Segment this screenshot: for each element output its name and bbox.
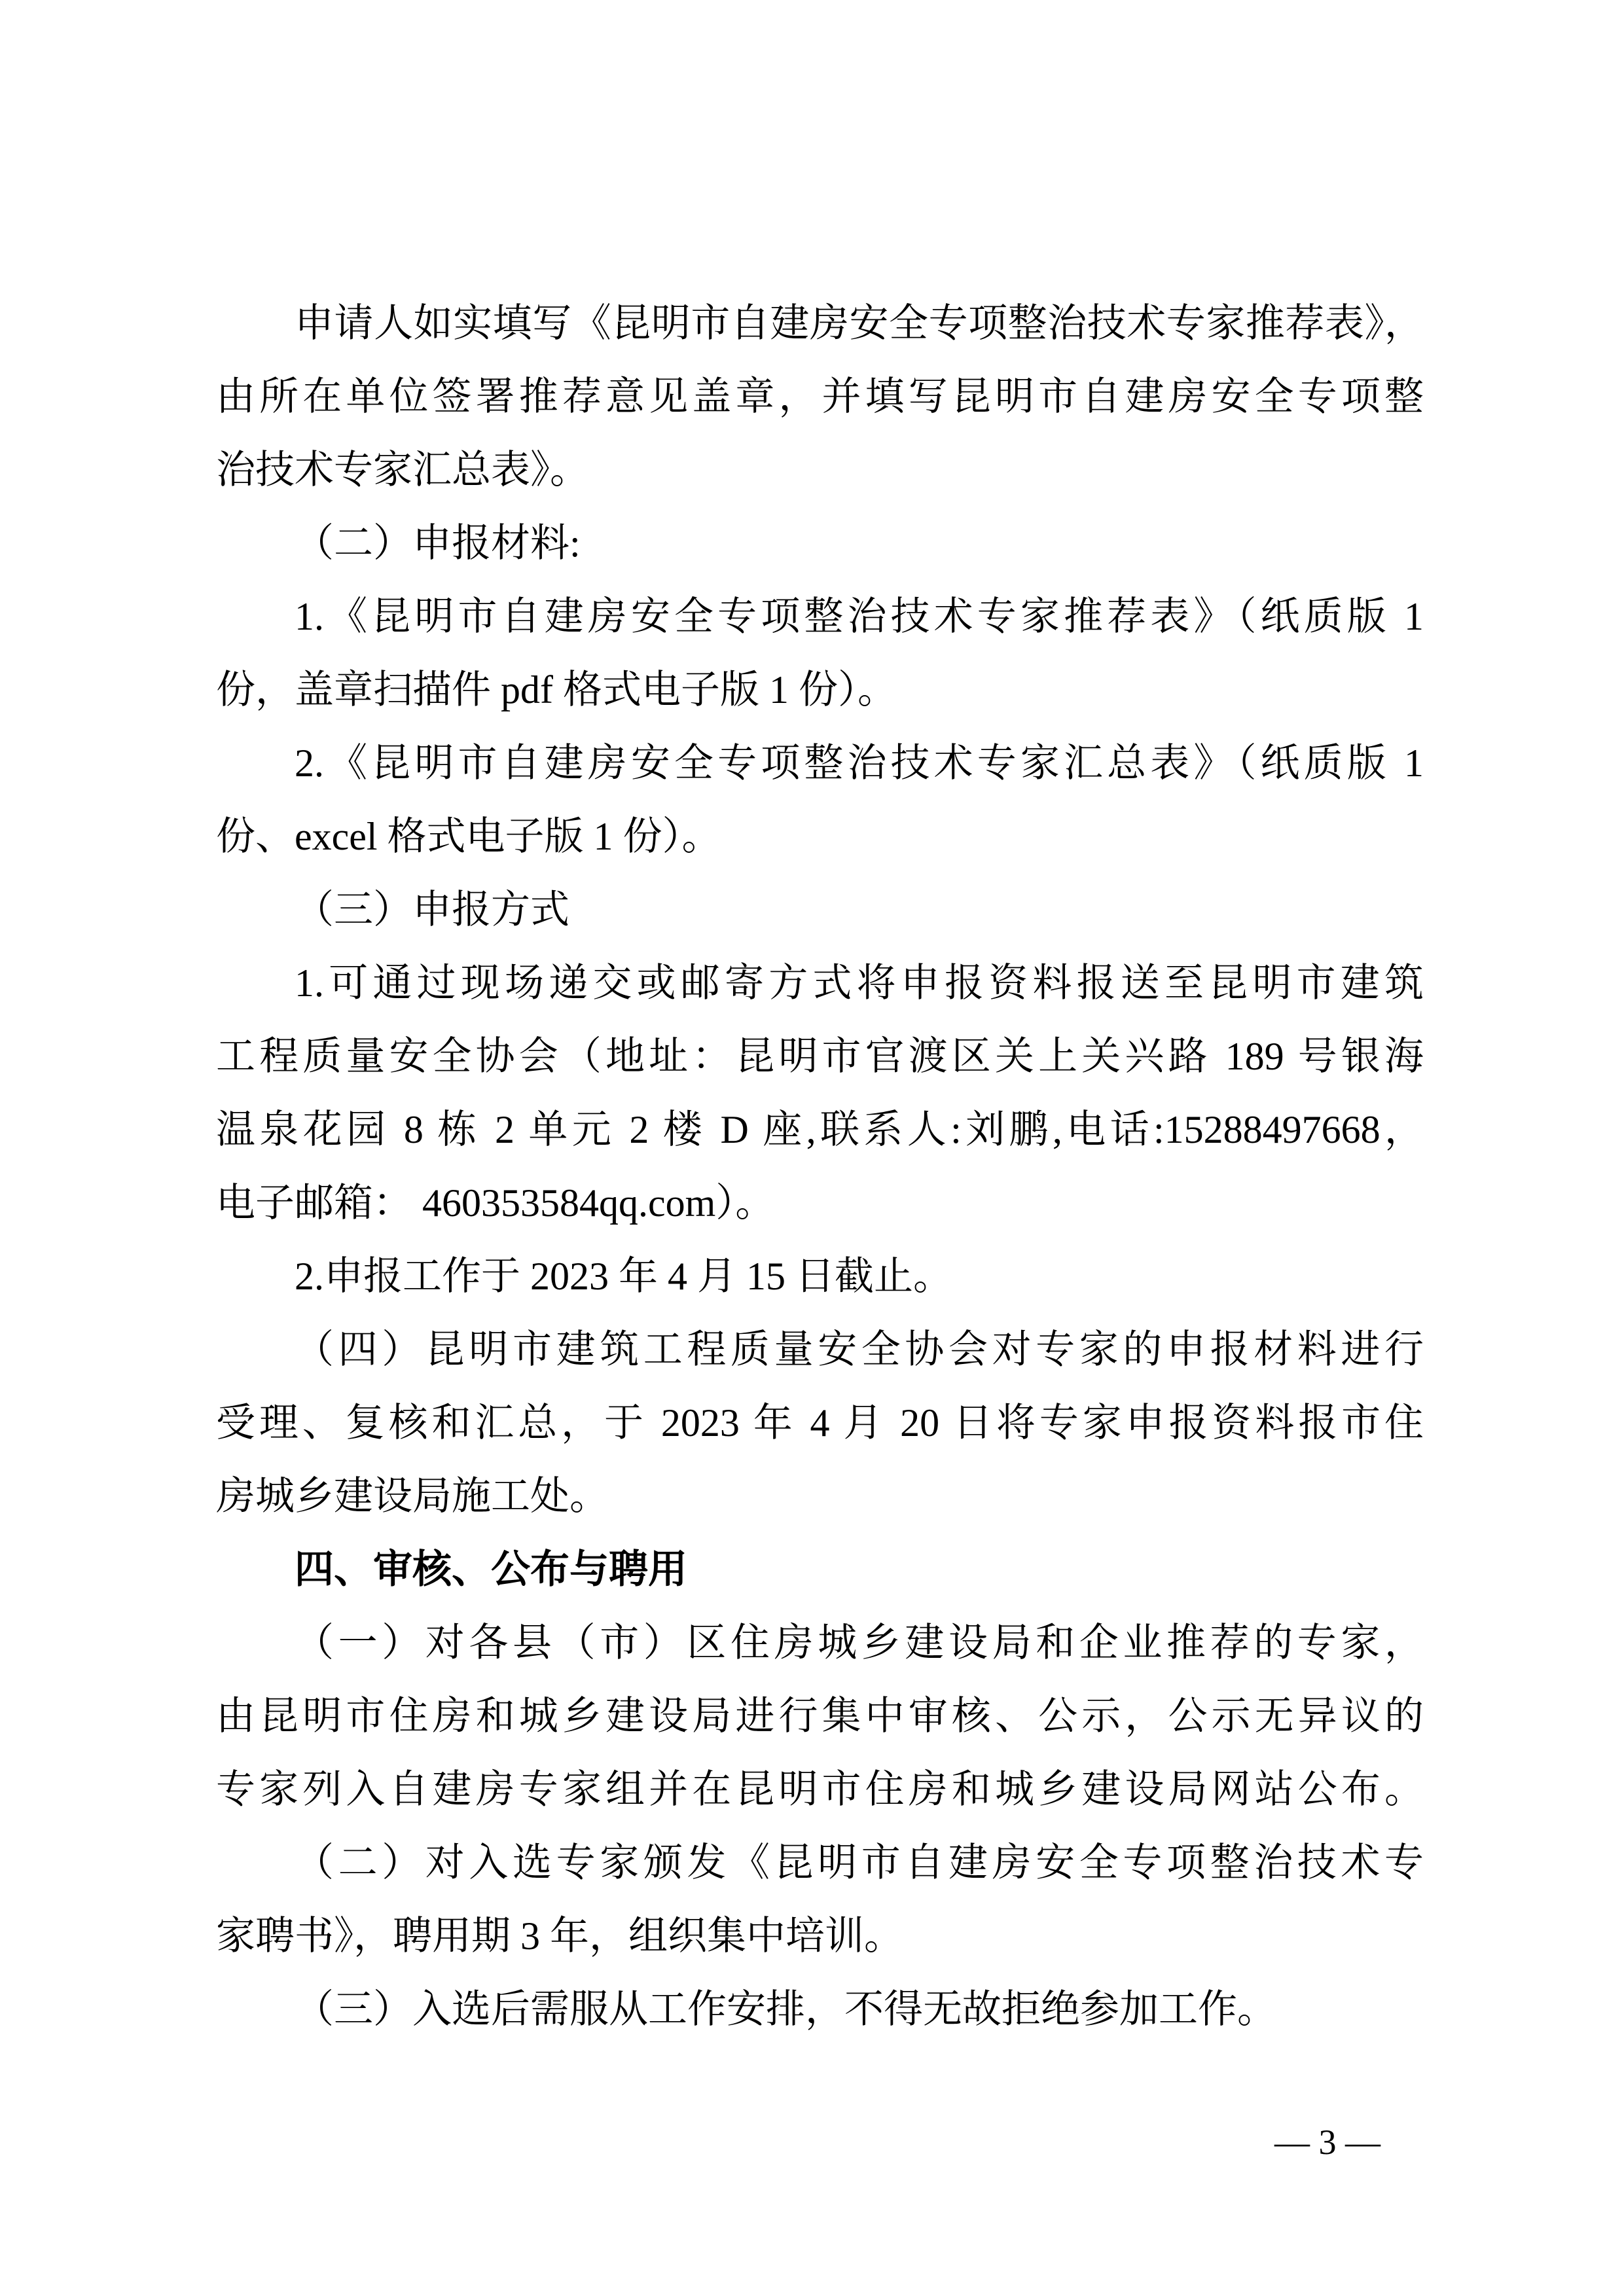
- document-body: [216, 287, 1424, 2046]
- text-line: 1.《昆明市自建房安全专项整治技术专家推荐表》（纸质版 1: [295, 595, 1424, 638]
- text-line: 治技术专家汇总表》。: [216, 448, 589, 492]
- text-line: 房城乡建设局施工处。: [216, 1475, 609, 1518]
- text-line: 由所在单位签署推荐意见盖章，并填写昆明市自建房安全专项整: [216, 375, 1424, 418]
- text-line: 份，盖章扫描件 pdf 格式电子版 1 份）。: [216, 668, 897, 711]
- text-line: 由昆明市住房和城乡建设局进行集中审核、公示，公示无异议的: [216, 1695, 1424, 1738]
- text-line: 申请人如实填写《昆明市自建房安全专项整治技术专家推荐表》，: [295, 302, 1424, 345]
- text-line: 家聘书》，聘用期 3 年，组织集中培训。: [216, 1914, 903, 1958]
- section-heading-line: 四、审核、公布与聘用: [295, 1547, 687, 1591]
- text-line: 电子邮箱： 460353584qq.com）。: [216, 1181, 775, 1225]
- text-line: 专家列入自建房专家组并在昆明市住房和城乡建设局网站公布。: [216, 1768, 1424, 1811]
- text-line: 2.《昆明市自建房安全专项整治技术专家汇总表》（纸质版 1: [295, 742, 1424, 785]
- page-number: — 3 —: [1274, 2123, 1380, 2162]
- text-line: （二）申报材料:: [295, 522, 581, 565]
- text-line: 1.可通过现场递交或邮寄方式将申报资料报送至昆明市建筑: [295, 961, 1424, 1005]
- text-line: （二）对入选专家颁发《昆明市自建房安全专项整治技术专: [295, 1841, 1424, 1884]
- text-line: 2.申报工作于 2023 年 4 月 15 日截止。: [295, 1255, 952, 1298]
- text-line: （三）申报方式: [295, 888, 569, 931]
- text-line: 温泉花园 8 栋 2 单元 2 楼 D 座,联系人:刘鹏,电话:15288497668，: [216, 1108, 1424, 1151]
- text-line: 受理、复核和汇总，于 2023 年 4 月 20 日将专家申报资料报市住: [216, 1401, 1424, 1444]
- text-line: 工程质量安全协会（地址：昆明市官渡区关上关兴路 189 号银海: [216, 1035, 1424, 1078]
- text-line: （一）对各县（市）区住房城乡建设局和企业推荐的专家，: [295, 1621, 1424, 1664]
- text-line: 份、excel 格式电子版 1 份）。: [216, 815, 721, 858]
- text-line: （四）昆明市建筑工程质量安全协会对专家的申报材料进行: [295, 1328, 1424, 1371]
- text-line: （三）入选后需服从工作安排，不得无故拒绝参加工作。: [295, 1988, 1276, 2031]
